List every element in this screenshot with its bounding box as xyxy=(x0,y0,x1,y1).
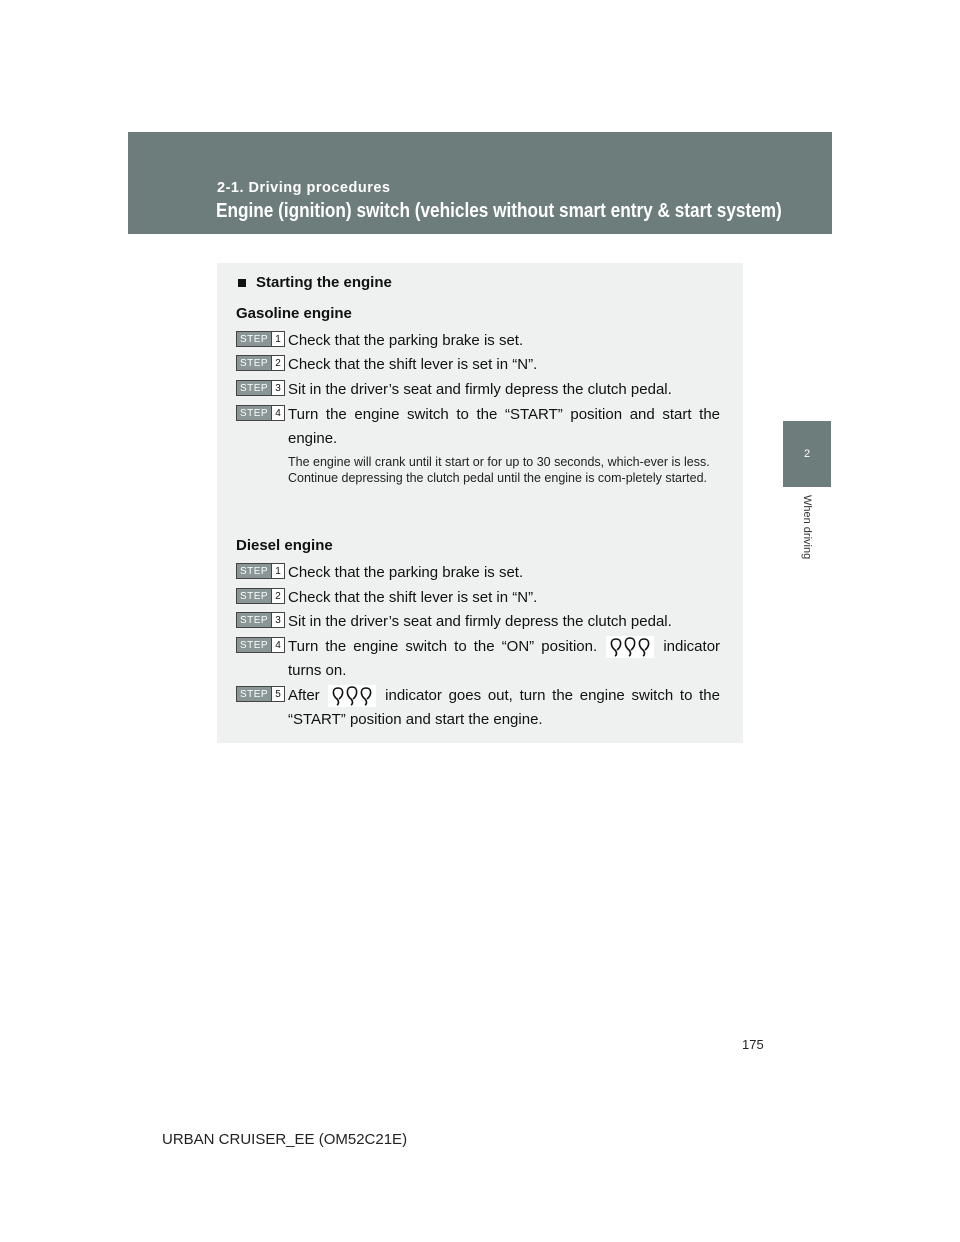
step-text xyxy=(288,635,720,683)
glow-plug-indicator-icon xyxy=(328,685,376,707)
step-number: 2 xyxy=(272,355,285,371)
step-text xyxy=(288,684,720,732)
diesel-step-1 xyxy=(236,561,720,585)
step-text-after: indicator goes out, turn the engine switch to the “START” position and start the engine. xyxy=(288,687,720,728)
step-text: Check that the parking brake is set. xyxy=(288,564,524,581)
diesel-step-5 xyxy=(236,684,720,732)
step-label: STEP xyxy=(236,355,272,371)
note-line: Continue depressing the clutch pedal until the engine is com-pletely started. xyxy=(288,471,708,485)
page-title: Engine (ignition) switch (vehicles without smart entry & start system) xyxy=(216,200,782,222)
step-badge xyxy=(236,563,285,577)
page-number: 175 xyxy=(742,1037,764,1052)
gasoline-step-3 xyxy=(236,378,720,402)
step-badge xyxy=(236,686,285,700)
gasoline-note xyxy=(288,454,720,486)
gasoline-step-4 xyxy=(236,403,720,451)
diesel-step-2 xyxy=(236,586,720,610)
diesel-engine-heading: Diesel engine xyxy=(236,537,333,554)
step-number: 3 xyxy=(272,380,285,396)
step-label: STEP xyxy=(236,405,272,421)
step-badge xyxy=(236,331,285,345)
diesel-step-4 xyxy=(236,635,720,683)
step-text-after: indicator turns on. xyxy=(288,638,721,679)
step-label: STEP xyxy=(236,331,272,347)
step-number: 4 xyxy=(272,405,285,421)
step-badge xyxy=(236,405,285,419)
step-badge xyxy=(236,355,285,369)
note-line: The engine will crank until it start or for up to 30 seconds, which-ever is less. xyxy=(288,455,710,469)
glow-plug-indicator-icon xyxy=(606,636,654,658)
step-badge xyxy=(236,588,285,602)
chapter-tab[interactable] xyxy=(783,421,831,487)
step-label: STEP xyxy=(236,686,272,702)
step-number: 1 xyxy=(272,331,285,347)
step-text-before: After xyxy=(288,687,320,704)
chapter-label: When driving xyxy=(801,495,813,560)
diesel-step-3 xyxy=(236,610,720,634)
step-text: Check that the shift lever is set in “N”. xyxy=(288,589,538,606)
gasoline-engine-heading: Gasoline engine xyxy=(236,305,352,322)
square-bullet-icon xyxy=(238,279,246,287)
section-heading-text: Starting the engine xyxy=(256,274,392,291)
section-label: 2-1. Driving procedures xyxy=(217,180,391,196)
step-badge xyxy=(236,637,285,651)
step-text: Check that the parking brake is set. xyxy=(288,332,524,349)
chapter-number: 2 xyxy=(803,448,811,460)
step-text: Sit in the driver’s seat and firmly depress the clutch pedal. xyxy=(288,613,672,630)
step-number: 5 xyxy=(272,686,285,702)
step-text-before: Turn the engine switch to the “ON” position. xyxy=(288,638,598,655)
gasoline-step-2 xyxy=(236,353,720,377)
footer-model-code: URBAN CRUISER_EE (OM52C21E) xyxy=(162,1131,408,1148)
step-badge xyxy=(236,612,285,626)
step-number: 1 xyxy=(272,563,285,579)
step-label: STEP xyxy=(236,563,272,579)
gasoline-step-1 xyxy=(236,329,720,353)
step-label: STEP xyxy=(236,612,272,628)
step-label: STEP xyxy=(236,380,272,396)
section-heading xyxy=(238,274,392,291)
step-text: Turn the engine switch to the “START” position and start the engine. xyxy=(288,406,720,447)
step-number: 3 xyxy=(272,612,285,628)
step-label: STEP xyxy=(236,637,272,653)
step-text: Sit in the driver’s seat and firmly depress the clutch pedal. xyxy=(288,381,672,398)
step-number: 2 xyxy=(272,588,285,604)
step-number: 4 xyxy=(272,637,285,653)
step-label: STEP xyxy=(236,588,272,604)
step-text: Check that the shift lever is set in “N”. xyxy=(288,356,538,373)
step-badge xyxy=(236,380,285,394)
header-band xyxy=(128,132,832,234)
